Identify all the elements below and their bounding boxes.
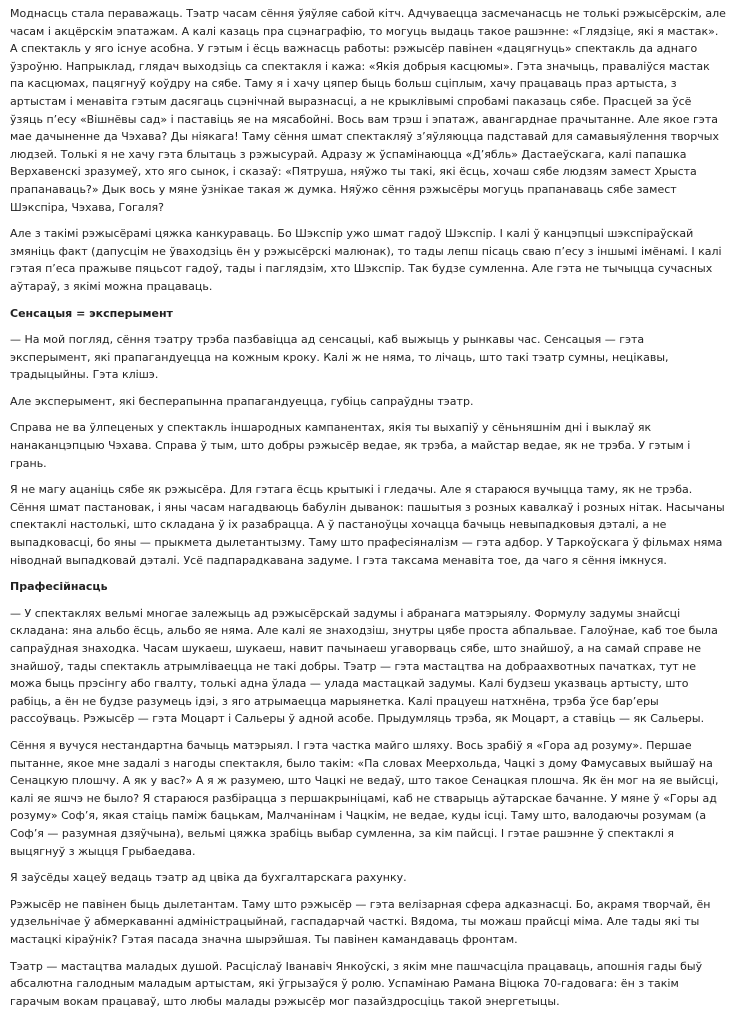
article-paragraph: Справа не ва ўлпеценых у спектакль іншародных кампанентах, якія ты выхапіў у сёньняшнім дні і выклаў як нанаканцэпцыю Чэхава. Справа ў тым, што добры рэжысёр ведае, як трэба, а майстар ведае, як не трэба. У гэтым і грань. <box>10 419 727 472</box>
article-paragraph: — На мой погляд, сёння тэатру трэба пазбавіцца ад сенсацыі, каб выжыць у рынкавы час. Сенсацыя — гэта эксперымент, які прапагандуецца на кожным кроку. Калі ж не няма, то лічаць, што такі тэатр сумны, нецікавы, традыцыйны. Гэта клішэ. <box>10 331 727 384</box>
article-paragraph: Тэатр — мастацтва маладых душой. Расціслаў Іванавіч Янкоўскі, з якім мне пашчасціла працаваць, апошнія гады быў абсалютна галодным маладым артыстам, які ўгрызаўся ў ролю. Успамінаю Рамана Віцюка 70-гадовага: ён з такім гарачым вокам працаваў, што любы малады рэжысёр мог пазайздросціць такой энергетыцы. <box>10 958 727 1010</box>
article-paragraph: Я не магу ацаніць сябе як рэжысёра. Для гэтага ёсць крытыкі і гледачы. Але я стараюся вучыцца таму, як не трэба. Сёння шмат пастановак, і яны часам нагадваюць бабулін дыванок: пашытыя з розных кавалкаў і розных нітак. Насычаны спектаклі настолькі, што складана ў іх разабрацца. А ў пастаноўцы хочацца бачыць невыпадковыя дэталі, а не выпадковасці, бо яны — прыкмета дылетантызму. Таму што прафесіяналізм — гэта адбор. У Таркоўскага ў фільмах няма ніводнай выпадковай дэталі. Усё падпарадкавана задуме. І гэта таксама менавіта тое, да чаго я сёння імкнуся. <box>10 481 727 569</box>
section-heading-sensation: Сенсацыя = эксперымент <box>10 305 727 323</box>
article-paragraph: Але з такімі рэжысёрамі цяжка канкураваць. Бо Шэкспір ужо шмат гадоў Шэкспір. І калі ў канцэпцыі шэкспіраўскай змяніць факт (дапусцім не ўваходзіць ён у рэжысёрскі малюнак), то тады лепш пісаць сваю п’есу з іншымі імёнамі. І калі гэтая п’еса пражыве пяцьсот гадоў, тады і паглядзім, хто Шэкспір. Так будзе сумленна. Але гэта не тычыцца сучасных аўтараў, з якімі можна працаваць. <box>10 225 727 295</box>
article-paragraph: — У спектаклях вельмі многае залежыць ад рэжысёрскай задумы і абранага матэрыялу. Формулу задумы знайсці складана: яна альбо ёсць, альбо яе няма. Але калі яе знаходзіш, знутры цябе проста абпальвае. Галоўнае, каб тое была сапраўдная знаходка. Часам шукаеш, шукаеш, навит пачынаеш угаворваць сябе, што знайшоў, а на самай справе не знайшоў, тады спектакль атрымліваецца не такі добры. Тэатр — гэта мастацтва на добраахвотных пачатках, тут не можа быць прэсінгу або гвалту, толькі адна ўлада — улада мастацкай задумы. Калі будзеш указваць артысту, што рабіць, а ён не будзе разумець ідэі, з яго атрымаецца марыянетка. Калі працуеш натхнёна, трэба ўсе бар’еры рассоўваць. Рэжысёр — гэта Моцарт і Сальеры ў адной асобе. Прыдумляць трэба, як Моцарт, а ставіць — як Сальеры. <box>10 605 727 728</box>
article-paragraph: Моднасць стала пераважаць. Тэатр часам сёння ўяўляе сабой кітч. Адчуваецца засмечанасць не толькі рэжысёрскім, але часам і акцёрскім эпатажам. А калі казаць пра сцэнаграфію, то могуць выдаць такое рашэнне: «Глядзіце, які я мастак». А спектакль у яго існуе асобна. У гэтым і ёсць важнасць работы: рэжысёр павінен «дацягнуць» спектакль да аднаго ўзроўню. Напрыклад, глядач выходзіць са спектакля і кажа: «Якія добрыя касцюмы». Гэта значыць, праваліўся мастак па касцюмах, пацягнуў коўдру на сябе. Таму я і хачу цяпер быць больш сціплым, хачу працаваць праз артыста, з артыстам і менавіта гэтым дасягаць сцэнічнай выразнасці, а не крыклівымі спробамі паказаць сябе. Прасцей за ўсё ўзяць п’есу «Вішнёвы сад» і паставіць яе на мясабойні. Вось вам трэш і эпатаж, авангарднае прачытанне. Але якое гэта мае дачыненне да Чэхава? Ды ніякага! Таму сёння шмат спектакляў з’яўляюцца падставай для самавыяўлення творчых людзей. Толькі я не хачу гэта блытаць з рэжысурай. Адразу ж ўспамінаюцца «Д’ябль» Дастаеўскага, калі папашка Верхавенскі зразумеў, хто яго сынок, і сказаў: «Пятруша, няўжо ты такі, які ёсць, хочаш сябе людзям замест Хрыста прапанаваць?» Дык вось у мяне ўзнікае такая ж думка. Няўжо сёння рэжысёры могуць прапанаваць сябе замест Шэкспіра, Чэхава, Гогаля? <box>10 5 727 216</box>
article-paragraph: Я заўсёды хацеў ведаць тэатр ад цвіка да бухгалтарскага рахунку. <box>10 869 727 887</box>
article-paragraph: Рэжысёр не павінен быць дылетантам. Таму што рэжысёр — гэта велізарная сфера адказнасці. Бо, акрамя творчай, ён удзельнічае ў абмеркаванні адміністрацыйнай, гаспадарчай часткі. Вядома, ты можаш прайсці міма. Але тады які ты мастацкі кіраўнік? Гэтая пасада значна шырэйшая. Ты павінен камандаваць фронтам. <box>10 896 727 949</box>
section-heading-professionalism: Прафесійнасць <box>10 578 727 596</box>
article-paragraph: Сёння я вучуся нестандартна бачыць матэрыял. І гэта частка майго шляху. Вось зрабіў я «Гора ад розуму». Першае пытанне, якое мне задалі з нагоды спектакля, было такім: «Па словах Меерхольда, Чацкі з дому Фамусавых выйшаў на Сенацкую плошчу. А як у вас?» А я ж разумею, што Чацкі не ведаў, што такое Сенацкая плошча. Як ён мог на яе выйсці, калі яе яшчэ не было? Я стараюся разбірацца з першакрыніцамі, каб не стварыць аўтарскае бачанне. У мяне ў «Горы ад розуму» Соф’я, якая стаіць паміж бацькам, Малчанінам і Чацкім, не ведае, куды ісці. Таму што, валодаючы розумам (а Соф’я — разумная дзяўчына), вельмі цяжка зрабіць выбар сумленна, за кім пайсці. І гэтае рашэнне ў спектаклі я выцягнуў з жыцця Грыбаедава. <box>10 737 727 860</box>
article-paragraph: Але эксперымент, які бесперапынна прапагандуецца, губіць сапраўдны тэатр. <box>10 393 727 411</box>
